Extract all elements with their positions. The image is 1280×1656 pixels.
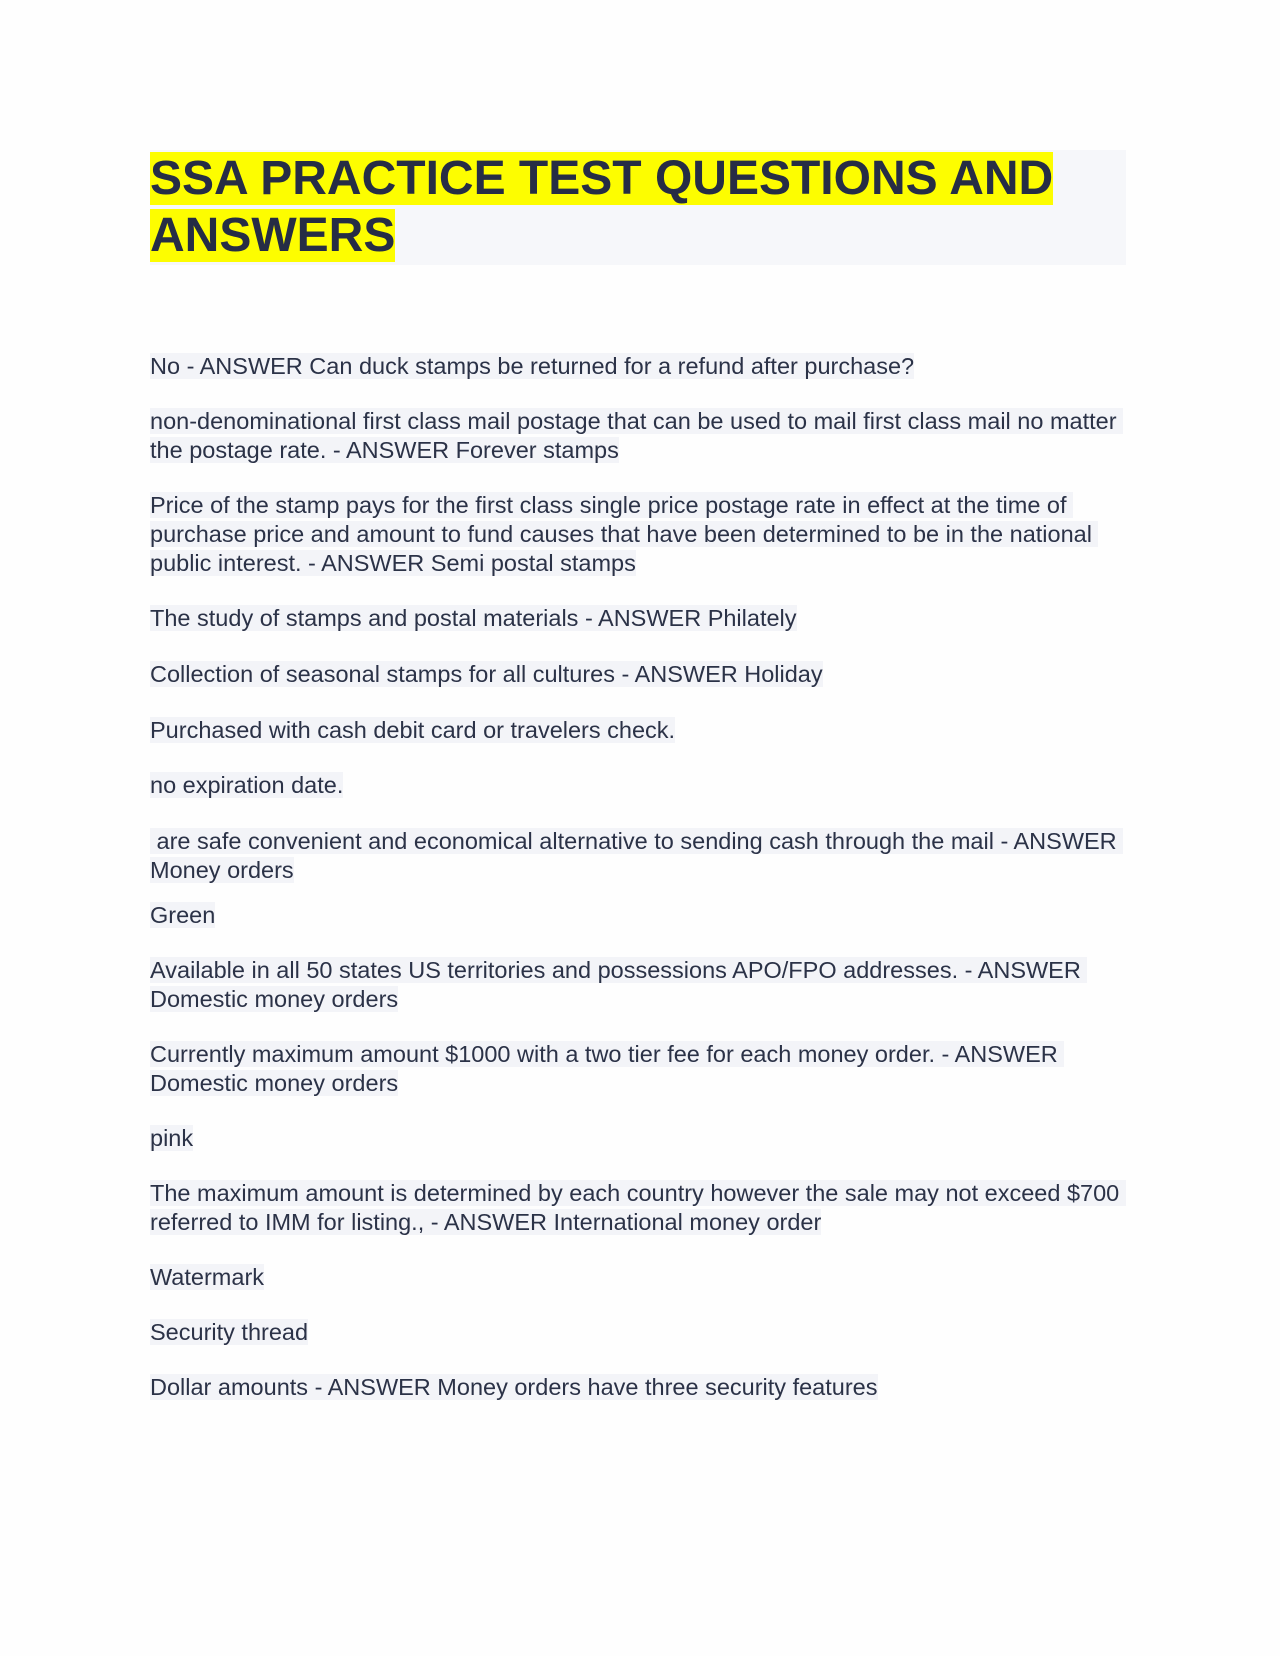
qa-item: no expiration date. bbox=[150, 772, 344, 798]
qa-list bbox=[150, 352, 1130, 1402]
qa-item: non-denominational first class mail postage that can be used to mail first class mail no matter the postage rate. - ANSWER Forever stamps bbox=[150, 408, 1124, 463]
qa-item: Currently maximum amount $1000 with a two tier fee for each money order. - ANSWER Domestic money orders bbox=[150, 1041, 1065, 1096]
title-line-2: ANSWERS bbox=[150, 209, 396, 262]
qa-item: The maximum amount is determined by each country however the sale may not exceed $700 referred to IMM for listing., - ANSWER International money order bbox=[150, 1180, 1126, 1235]
page-title bbox=[150, 150, 1126, 264]
title-line-1: SSA PRACTICE TEST QUESTIONS AND bbox=[150, 152, 1054, 205]
qa-item: Available in all 50 states US territories and possessions APO/FPO addresses. - ANSWER Domestic money orders bbox=[150, 957, 1088, 1012]
qa-item: pink bbox=[150, 1125, 194, 1151]
qa-item: Watermark bbox=[150, 1264, 265, 1290]
qa-item: Green bbox=[150, 902, 216, 928]
qa-item: Security thread bbox=[150, 1319, 309, 1345]
title-block bbox=[150, 150, 1126, 265]
qa-item: The study of stamps and postal materials - ANSWER Philately bbox=[150, 605, 797, 631]
qa-item: No - ANSWER Can duck stamps be returned for a refund after purchase? bbox=[150, 353, 915, 379]
qa-item: Collection of seasonal stamps for all cultures - ANSWER Holiday bbox=[150, 661, 823, 687]
qa-item: Price of the stamp pays for the first class single price postage rate in effect at the time of purchase price and amount to fund causes that have been determined to be in the national public interest. - ANSWER Semi postal stamps bbox=[150, 492, 1099, 576]
qa-item: Purchased with cash debit card or travelers check. bbox=[150, 717, 676, 743]
qa-item: Dollar amounts - ANSWER Money orders have three security features bbox=[150, 1374, 878, 1400]
qa-item: are safe convenient and economical alternative to sending cash through the mail - ANSWER Money orders bbox=[150, 828, 1124, 883]
